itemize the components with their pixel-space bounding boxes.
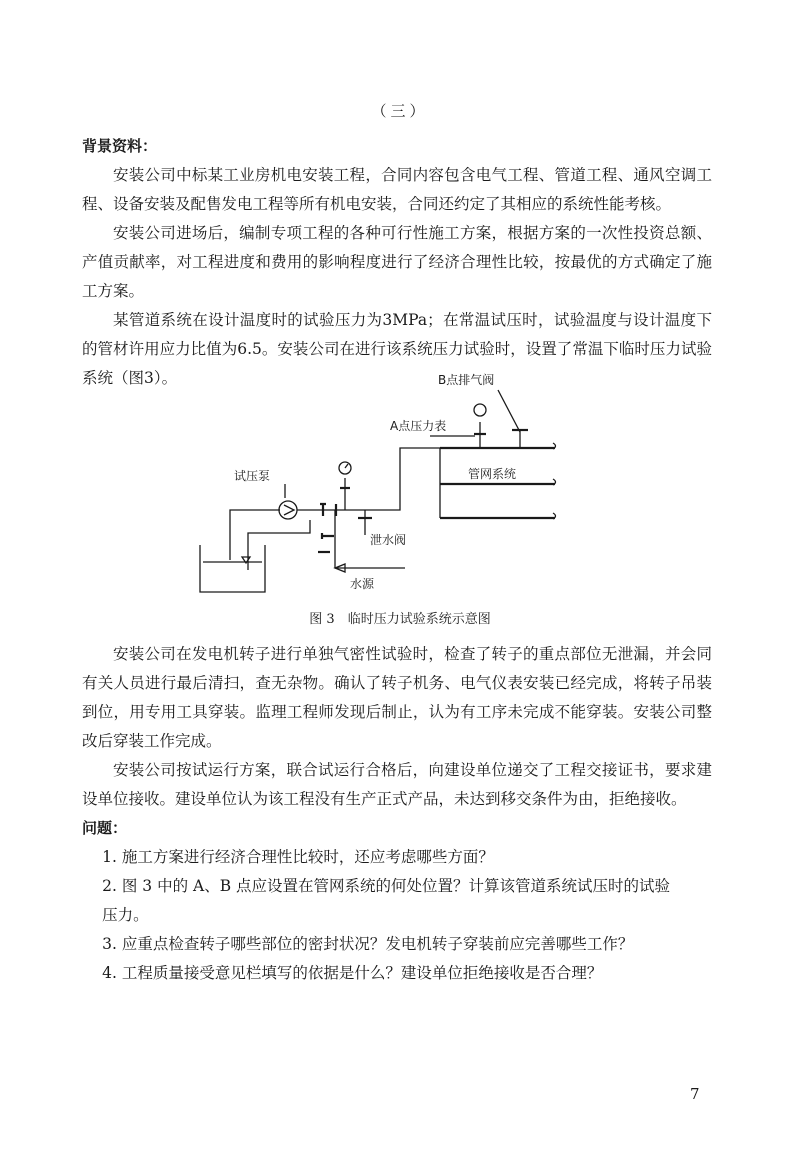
a-pressure-gauge-symbol [474, 404, 486, 416]
b-vent-valve-label: B点排气阀 [438, 373, 495, 387]
background-paragraph-3: 某管道系统在设计温度时的试验压力为3MPa；在常温试压时，试验温度与设计温度下的管材许用应力比值为6.5。安装公司在进行该系统压力试验时，设置了常温下临时压力试验系统（图3）。 [82, 311, 712, 387]
question-2: 2. 图 3 中的 A、B 点应设置在管网系统的何处位置？计算该管道系统试压时的试验 [102, 877, 671, 895]
test-pump-label: 试压泵 [234, 469, 271, 483]
background-paragraph-1: 安装公司中标某工业房机电安装工程，合同内容包含电气工程、管道工程、通风空调工程、设备安装及配售发电工程等所有机电安装，合同还约定了其相应的系统性能考核。 [82, 166, 712, 213]
after-figure-paragraph-1: 安装公司在发电机转子进行单独气密性试验时，检查了转子的重点部位无泄漏，并会同有关人员进行最后清扫，查无杂物。确认了转子机务、电气仪表安装已经完成，将转子吊装到位，用专用工具穿装。监理工程师发现后制止，认为有工序未完成不能穿装。安装公司整改后穿装工作完成。 [82, 645, 712, 750]
suction-pipe [230, 510, 280, 560]
question-2-continued: 压力。 [102, 906, 149, 924]
questions-heading: 问题： [82, 819, 128, 837]
page-number: 7 [690, 1085, 700, 1103]
background-heading: 背景资料： [82, 137, 158, 155]
figure-caption: 图 3 临时压力试验系统示意图 [309, 612, 491, 627]
a-pressure-gauge-label: A点压力表 [390, 419, 447, 433]
pipe-network-label: 管网系统 [468, 467, 517, 481]
drain-valve-label: 泄水阀 [370, 533, 407, 547]
pipe-break-marks [553, 443, 556, 519]
pump-symbol [284, 505, 294, 515]
question-1: 1. 施工方案进行经济合理性比较时，还应考虑哪些方面？ [102, 848, 494, 866]
questions-section [82, 814, 712, 988]
section-title: （三） [371, 102, 429, 120]
background-section [82, 132, 712, 393]
water-source-label: 水源 [350, 577, 375, 591]
after-figure-paragraph-2: 安装公司按试运行方案，联合试运行合格后，向建设单位递交了工程交接证书，要求建设单位接收。建设单位认为该工程没有生产正式产品，未达到移交条件为由，拒绝接收。 [82, 761, 712, 808]
b-vent-leader [498, 390, 520, 432]
pressure-test-diagram [190, 360, 590, 600]
question-3: 3. 应重点检查转子哪些部位的密封状况？发电机转子穿装前应完善哪些工作？ [102, 935, 634, 953]
water-tank [200, 545, 265, 592]
question-4: 4. 工程质量接受意见栏填写的依据是什么？建设单位拒绝接收是否合理？ [102, 964, 603, 982]
background-paragraph-2: 安装公司进场后，编制专项工程的各种可行性施工方案，根据方案的一次性投资总额、产值贡献率，对工程进度和费用的影响程度进行了经济合理性比较，按最优的方式确定了施工方案。 [82, 224, 712, 300]
after-figure-section [82, 640, 712, 814]
source-valve-upper [322, 533, 334, 539]
main-riser [365, 448, 440, 510]
